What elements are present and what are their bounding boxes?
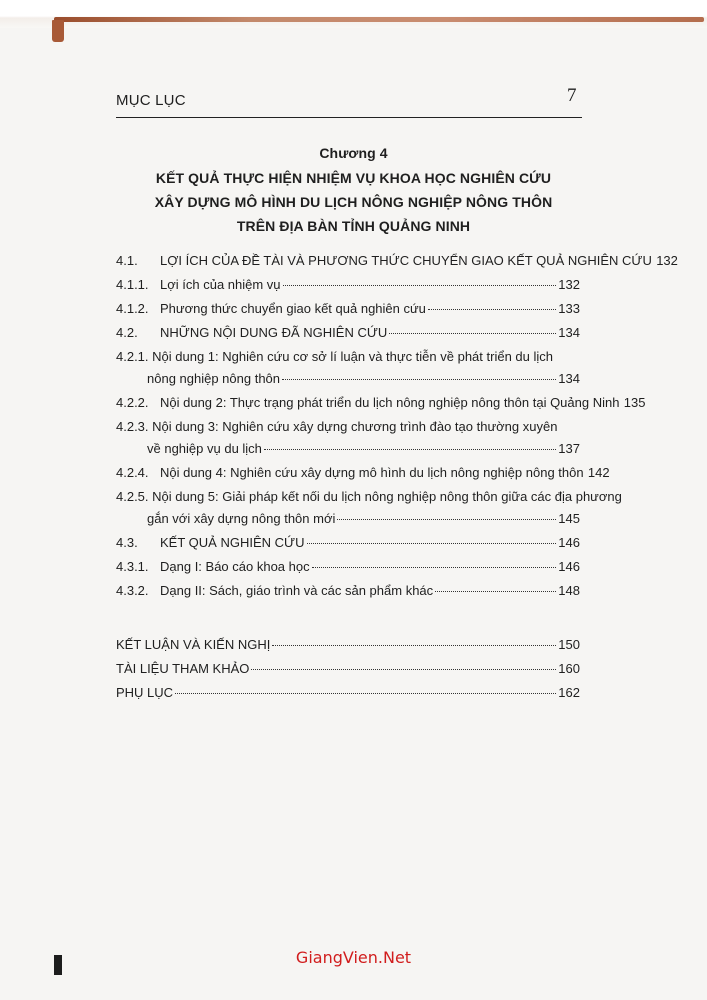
dot-leader: [389, 333, 556, 334]
toc-entry-4-2-5: [116, 488, 622, 506]
toc-entry-4-2-1-continuation: [147, 370, 580, 388]
toc-label: Nội dung 2: Thực trạng phát triển du lịch nông nghiệp nông thôn tại Quảng Ninh: [160, 395, 620, 410]
toc-page: 162: [558, 685, 580, 700]
dot-leader: [283, 285, 556, 286]
chapter-title-line-1: KẾT QUẢ THỰC HIỆN NHIỆM VỤ KHOA HỌC NGHIÊN CỨU: [155, 170, 552, 186]
toc-number: 4.2.: [116, 325, 138, 340]
toc-entry-4-2-4: [116, 464, 610, 482]
book-edge-stripe: [54, 17, 704, 22]
toc-number: 4.2.5.: [116, 489, 149, 504]
toc-number: 4.2.2.: [116, 395, 149, 410]
toc-label: Lợi ích của nhiệm vụ: [160, 277, 281, 292]
toc-number: 4.3.: [116, 535, 138, 550]
dot-leader: [282, 379, 556, 380]
toc-entry-4-2-5-continuation: [147, 510, 580, 528]
toc-page: 132: [558, 277, 580, 292]
toc-label: Phương thức chuyển giao kết quả nghiên cứu: [160, 301, 426, 316]
toc-number: 4.1.1.: [116, 277, 149, 292]
toc-page: 132: [656, 253, 678, 268]
toc-page: 148: [558, 583, 580, 598]
toc-number: 4.1.: [116, 253, 138, 268]
toc-number: 4.2.3.: [116, 419, 149, 434]
toc-entry-ket-luan: [116, 636, 580, 654]
toc-entry-tai-lieu: [116, 660, 580, 678]
dot-leader: [435, 591, 556, 592]
toc-page: 146: [558, 559, 580, 574]
toc-entry-4-2-2: [116, 394, 646, 412]
toc-page: 160: [558, 661, 580, 676]
dot-leader: [175, 693, 556, 694]
toc-label: LỢI ÍCH CỦA ĐỀ TÀI VÀ PHƯƠNG THỨC CHUYỂN GIAO KẾT QUẢ NGHIÊN CỨU: [160, 253, 652, 268]
toc-page: 142: [587, 465, 610, 480]
header-rule: [116, 117, 582, 118]
toc-label: Nội dung 3: Nghiên cứu xây dựng chương trình đào tạo thường xuyên: [152, 419, 558, 434]
toc-page: 134: [558, 371, 580, 386]
dot-leader: [272, 645, 556, 646]
toc-number: 4.2.4.: [116, 465, 149, 480]
toc-label: Dạng II: Sách, giáo trình và các sản phẩm khác: [160, 583, 434, 598]
toc-number: 4.1.2.: [116, 301, 149, 316]
toc-label-continuation: về nghiệp vụ du lịch: [147, 441, 262, 456]
dot-leader: [312, 567, 556, 568]
toc-entry-4-2-3-continuation: [147, 440, 580, 458]
toc-page: 135: [623, 395, 646, 410]
toc-label: Nội dung 1: Nghiên cứu cơ sở lí luận và thực tiễn về phát triển du lịch: [152, 349, 553, 364]
toc-label: KẾT LUẬN VÀ KIẾN NGHỊ: [116, 637, 271, 652]
toc-entry-4-3-2: [116, 582, 580, 600]
toc-entry-4-3-1: [116, 558, 580, 576]
dot-leader: [428, 309, 556, 310]
watermark: GiangVien.Net: [295, 948, 412, 967]
page-number: 7: [567, 85, 577, 106]
chapter-title-line-3: TRÊN ĐỊA BÀN TỈNH QUẢNG NINH: [236, 218, 471, 234]
toc-label: TÀI LIỆU THAM KHẢO: [116, 661, 250, 676]
toc-entry-4-2-3: [116, 418, 557, 436]
toc-page: 137: [558, 441, 580, 456]
dot-leader: [337, 519, 556, 520]
dot-leader: [307, 543, 557, 544]
toc-label: Nội dung 4: Nghiên cứu xây dựng mô hình du lịch nông nghiệp nông thôn: [160, 465, 584, 480]
toc-page: 145: [558, 511, 580, 526]
dot-leader: [264, 449, 556, 450]
toc-page: 133: [558, 301, 580, 316]
chapter-label: Chương 4: [319, 145, 388, 161]
toc-entry-4-2-1: [116, 348, 553, 366]
toc-label: KẾT QUẢ NGHIÊN CỨU: [160, 535, 305, 550]
toc-entry-4-1: [116, 252, 678, 270]
bottom-corner-mark: [54, 955, 62, 975]
corner-tab: [52, 20, 64, 42]
toc-label: Nội dung 5: Giải pháp kết nối du lịch nông nghiệp nông thôn giữa các địa phương: [152, 489, 622, 504]
toc-label: NHỮNG NỘI DUNG ĐÃ NGHIÊN CỨU: [160, 325, 388, 340]
running-header: MỤC LỤC: [116, 92, 186, 109]
toc-entry-4-3: [116, 534, 580, 552]
page-top-edge: [0, 0, 707, 28]
toc-label-continuation: gắn với xây dựng nông thôn mới: [147, 511, 336, 526]
chapter-title-line-2: XÂY DỰNG MÔ HÌNH DU LỊCH NÔNG NGHIỆP NÔNG THÔN: [154, 194, 553, 210]
toc-number: 4.2.1.: [116, 349, 149, 364]
toc-number: 4.3.2.: [116, 583, 149, 598]
toc-entry-4-1-1: [116, 276, 580, 294]
toc-label: PHỤ LỤC: [116, 685, 174, 700]
toc-number: 4.3.1.: [116, 559, 149, 574]
toc-page: 150: [558, 637, 580, 652]
toc-page: 134: [558, 325, 580, 340]
toc-page: 146: [558, 535, 580, 550]
toc-label: Dạng I: Báo cáo khoa học: [160, 559, 310, 574]
toc-entry-phu-luc: [116, 684, 580, 702]
toc-entry-4-2: [116, 324, 580, 342]
toc-entry-4-1-2: [116, 300, 580, 318]
dot-leader: [251, 669, 556, 670]
toc-label-continuation: nông nghiệp nông thôn: [147, 371, 281, 386]
